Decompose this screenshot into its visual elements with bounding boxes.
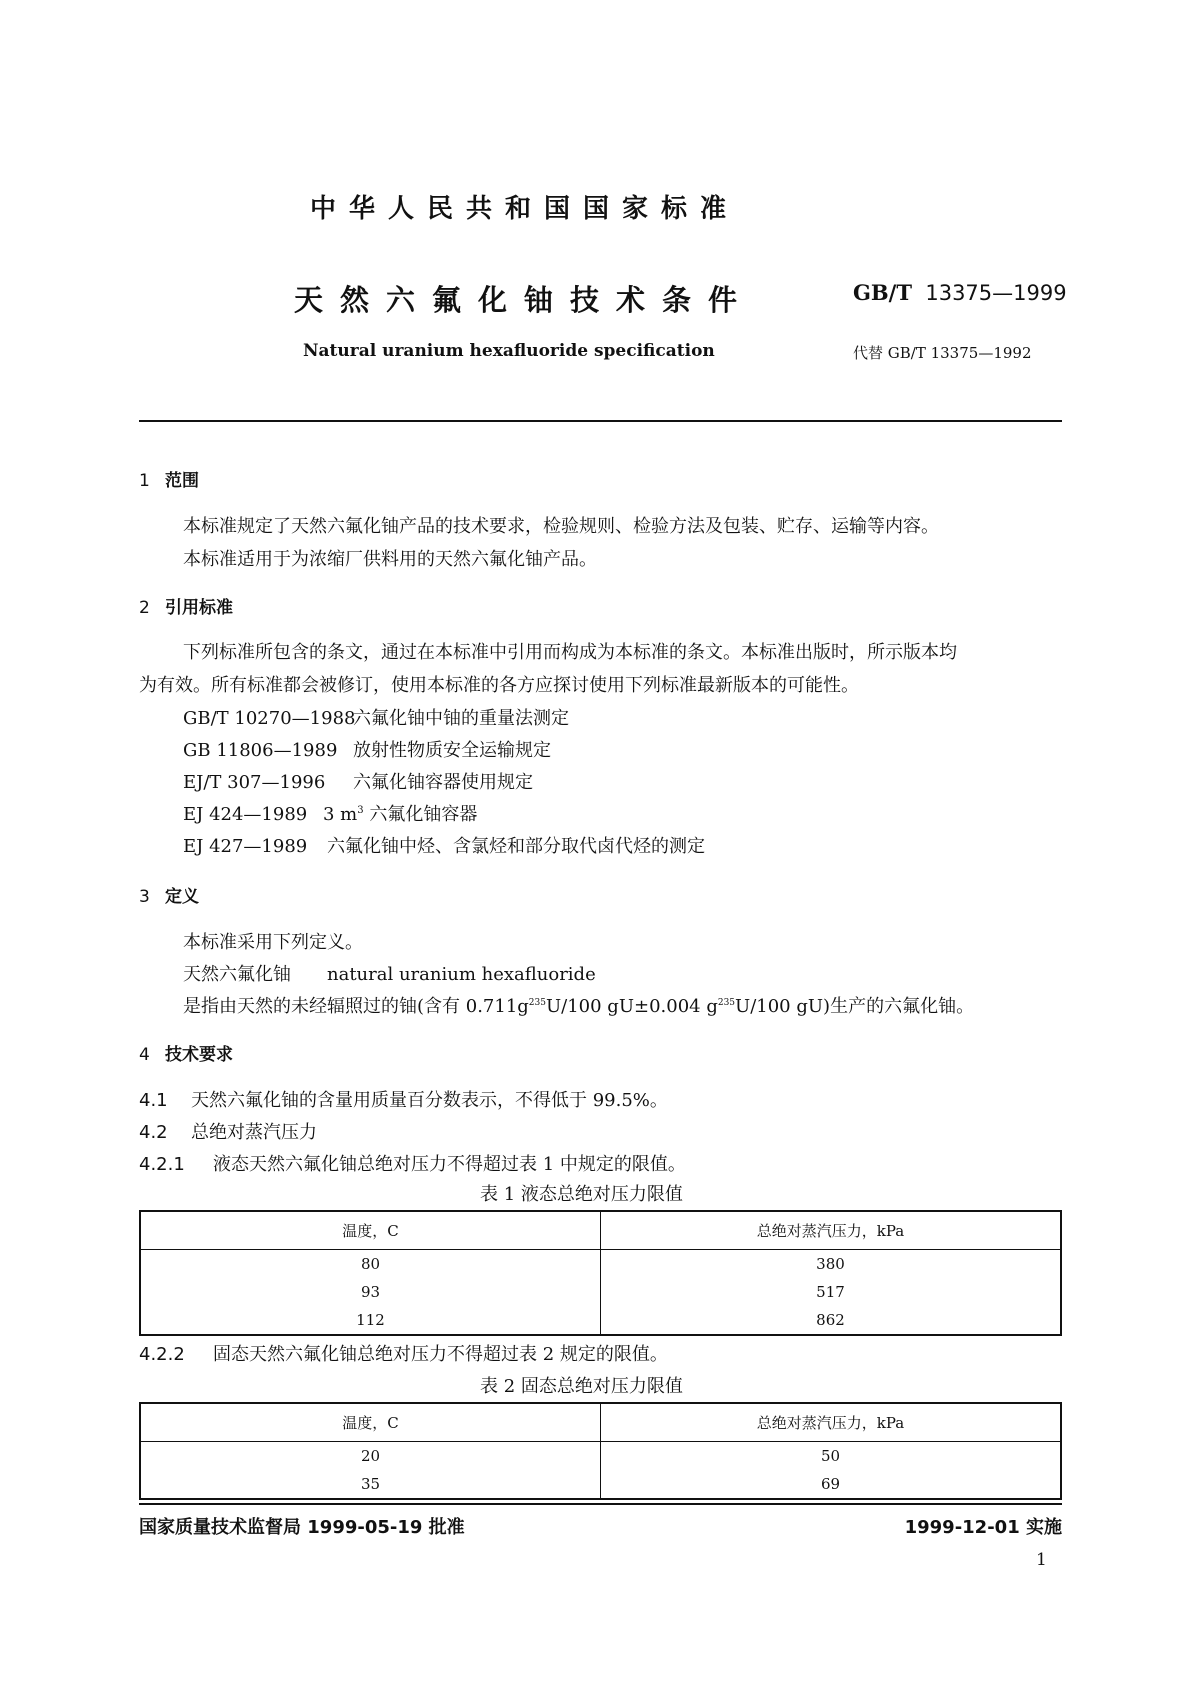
reference-code: GB/T 10270—1988 <box>183 708 356 729</box>
reference-title: 六氟化铀中铀的重量法测定 <box>353 708 569 729</box>
clause-4-1 <box>139 1086 668 1112</box>
section-number: 4 <box>139 1045 150 1065</box>
section-number: 3 <box>139 887 150 907</box>
cell-pressure: 862 <box>601 1306 1062 1335</box>
section-title: 定义 <box>165 887 199 907</box>
superscript: 235 <box>528 998 546 1008</box>
table-1-caption: 表 1 液态总绝对压力限值 <box>480 1184 683 1205</box>
clause-text: 总绝对蒸汽压力 <box>191 1122 317 1143</box>
table-row <box>140 1278 1061 1306</box>
clause-4-2-1 <box>139 1150 686 1176</box>
cell-pressure: 69 <box>601 1470 1062 1499</box>
clause-number: 4.2 <box>139 1122 168 1143</box>
reference-item <box>183 736 551 762</box>
definition-text <box>183 992 974 1018</box>
clause-text: 固态天然六氟化铀总绝对压力不得超过表 2 规定的限值。 <box>213 1344 668 1365</box>
section-1-heading <box>139 466 199 491</box>
table-row <box>140 1306 1061 1335</box>
standard-number <box>853 280 1067 305</box>
section-title: 引用标准 <box>165 598 233 618</box>
reference-code: EJ/T 307—1996 <box>183 772 326 793</box>
section-4-heading <box>139 1040 233 1065</box>
column-header-temperature: 温度，C <box>140 1211 601 1250</box>
table-2-caption: 表 2 固态总绝对压力限值 <box>480 1376 683 1397</box>
reference-item <box>183 800 477 826</box>
section-3-heading <box>139 882 199 907</box>
table-2 <box>139 1402 1062 1500</box>
reference-item <box>183 768 533 794</box>
standard-prefix: GB/T <box>853 280 912 305</box>
definition-part: U/100 gU±0.004 g <box>545 996 718 1017</box>
section-2-heading <box>139 593 233 618</box>
term-cn: 天然六氟化铀 <box>183 964 291 985</box>
section-number: 1 <box>139 471 150 491</box>
section-1-para-1: 本标准规定了天然六氟化铀产品的技术要求，检验规则、检验方法及包装、贮存、运输等内容。 <box>183 516 939 537</box>
table-row <box>140 1250 1061 1279</box>
reference-title: 六氟化铀容器 <box>369 804 478 825</box>
section-number: 2 <box>139 598 150 618</box>
superscript: 235 <box>717 998 736 1008</box>
clause-4-2 <box>139 1118 317 1144</box>
definition-term <box>183 960 596 986</box>
section-1-para-2: 本标准适用于为浓缩厂供料用的天然六氟化铀产品。 <box>183 549 597 570</box>
reference-item <box>183 704 569 730</box>
superscript: 3 <box>357 805 364 816</box>
section-title: 范围 <box>165 471 199 491</box>
reference-title-volume: 3 m <box>323 804 358 825</box>
document-title-cn: 天然六氟化铀技术条件 <box>294 283 755 317</box>
document-title-en: Natural uranium hexafluoride specification <box>303 341 715 361</box>
term-en: natural uranium hexafluoride <box>327 964 596 985</box>
table-1 <box>139 1210 1062 1336</box>
cell-pressure: 517 <box>601 1278 1062 1306</box>
clause-4-2-2 <box>139 1340 668 1366</box>
column-header-temperature: 温度，C <box>140 1403 601 1442</box>
section-title: 技术要求 <box>165 1045 233 1065</box>
reference-title: 六氟化铀容器使用规定 <box>353 772 533 793</box>
clause-number: 4.2.1 <box>139 1154 185 1175</box>
cell-pressure: 380 <box>601 1250 1062 1279</box>
reference-title: 六氟化铀中烃、含氯烃和部分取代卤代烃的测定 <box>327 836 705 857</box>
table-header-row <box>140 1403 1061 1442</box>
section-2-para-line-2: 为有效。所有标准都会被修订，使用本标准的各方应探讨使用下列标准最新版本的可能性。 <box>139 675 859 696</box>
clause-text: 液态天然六氟化铀总绝对压力不得超过表 1 中规定的限值。 <box>213 1154 686 1175</box>
cell-temperature: 80 <box>360 1255 381 1273</box>
table-row <box>140 1442 1061 1471</box>
cell-temperature: 93 <box>360 1283 381 1301</box>
clause-text: 天然六氟化铀的含量用质量百分数表示，不得低于 99.5%。 <box>191 1090 668 1111</box>
reference-code: GB 11806—1989 <box>183 740 338 761</box>
country-standard-heading: 中华人民共和国国家标准 <box>310 194 740 224</box>
issued-date: 国家质量技术监督局 1999-05-19 批准 <box>139 1517 465 1538</box>
section-3-para-1: 本标准采用下列定义。 <box>183 932 363 953</box>
effective-date: 1999-12-01 实施 <box>904 1517 1062 1538</box>
reference-code: EJ 427—1989 <box>183 836 308 857</box>
reference-item <box>183 832 705 858</box>
reference-title: 放射性物质安全运输规定 <box>353 740 551 761</box>
cell-temperature: 35 <box>360 1475 381 1493</box>
reference-code: EJ 424—1989 <box>183 804 308 825</box>
column-header-pressure: 总绝对蒸汽压力，kPa <box>601 1211 1062 1250</box>
cell-temperature: 20 <box>360 1447 381 1465</box>
clause-number: 4.1 <box>139 1090 168 1111</box>
footer-divider <box>139 1503 1062 1505</box>
section-2-para-line-1: 下列标准所包含的条文，通过在本标准中引用而构成为本标准的条文。本标准出版时，所示版本均 <box>183 642 957 663</box>
table-header-row <box>140 1211 1061 1250</box>
replaces-standard: 代替 GB/T 13375—1992 <box>853 344 1032 362</box>
standard-code: 13375—1999 <box>925 281 1067 305</box>
cell-temperature: 112 <box>356 1311 385 1329</box>
clause-number: 4.2.2 <box>139 1344 185 1365</box>
definition-part: U/100 gU)生产的六氟化铀。 <box>735 996 975 1017</box>
cell-pressure: 50 <box>601 1442 1062 1471</box>
page-number: 1 <box>1036 1550 1047 1570</box>
column-header-pressure: 总绝对蒸汽压力，kPa <box>601 1403 1062 1442</box>
table-row <box>140 1470 1061 1499</box>
header-divider <box>139 420 1062 422</box>
definition-part: 是指由天然的未经辐照过的铀(含有 0.711g <box>183 996 529 1017</box>
